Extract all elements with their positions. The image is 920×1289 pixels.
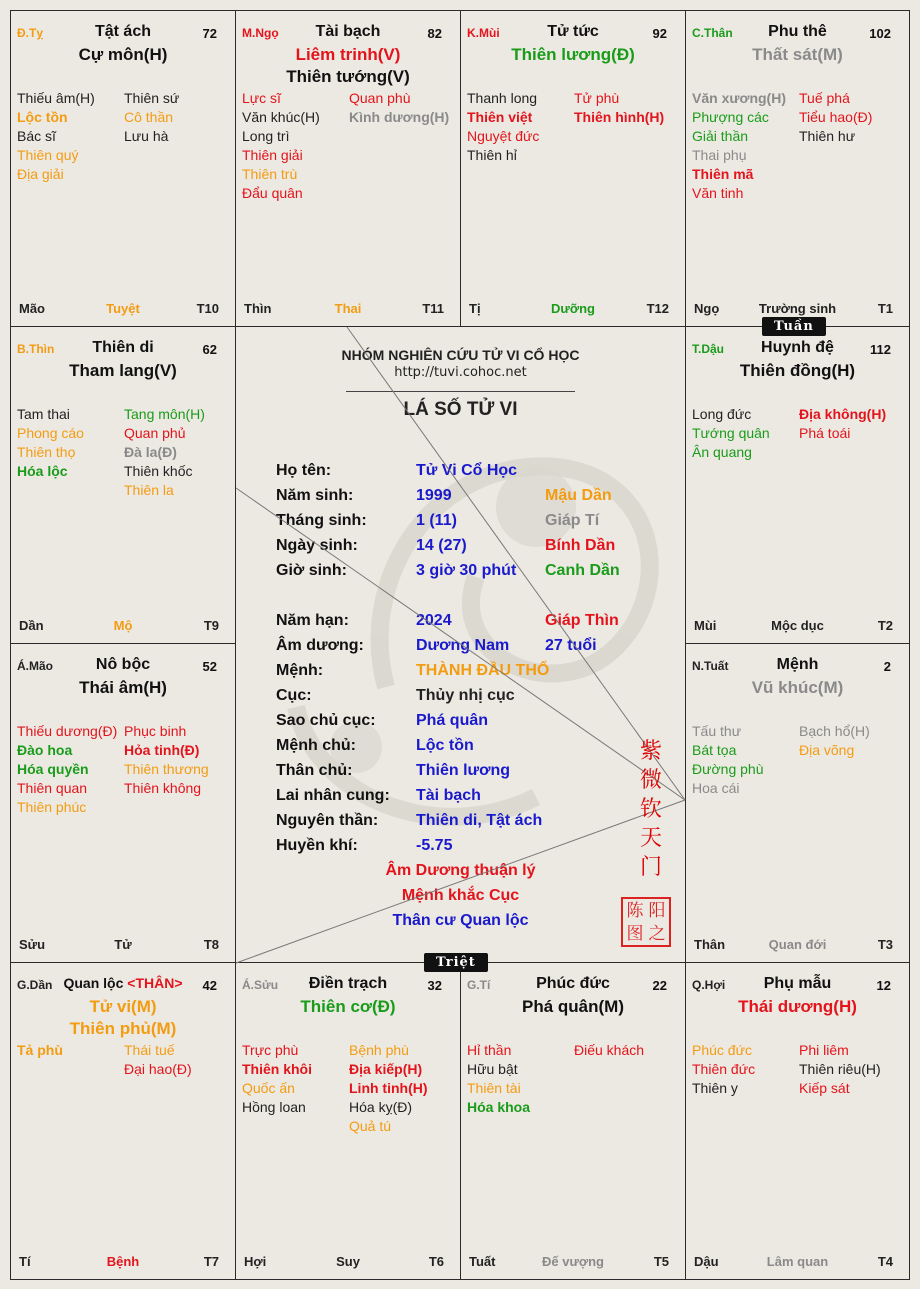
minor-star: Tam thai [17,406,70,422]
info-label: Thân chủ: [276,762,353,779]
palace-name: Tử tức [547,23,599,40]
life-stage: Trường sinh [758,301,837,316]
palace-branch: Á.Mão [17,659,53,673]
life-stage: Quan đới [768,937,827,952]
palace-branch: N.Tuất [692,659,729,673]
vertical-seal-text [638,737,664,882]
minor-star: Thiên đức [692,1061,756,1077]
minor-star: Thiên thọ [17,444,76,460]
month-label: T2 [877,618,893,633]
palace-branch: Đ.Tỵ [17,26,44,40]
palace-age-number: 42 [202,978,217,993]
minor-star: Thiên quý [17,147,79,163]
minor-star: Trực phù [242,1042,299,1058]
major-star: Liêm trinh(V) [295,45,401,64]
summary-note: Thân cư Quan lộc [392,912,529,929]
info-value: 1 (11) [416,512,457,529]
palace-name: Tài bạch [315,23,381,40]
palace-age-number: 102 [869,26,891,41]
minor-star: Thai phụ [692,147,747,163]
info-value: Thiên lương [416,762,511,779]
major-star: Vũ khúc(M) [751,678,844,697]
minor-star: Đà la(Đ) [124,444,177,460]
cycle-branch: Ngọ [694,301,720,316]
life-stage: Tuyệt [106,301,140,316]
palace-age-number: 2 [883,659,891,674]
minor-star: Quả tú [349,1118,392,1134]
major-star: Thiên lương(Đ) [511,45,635,64]
minor-star: Thiên giải [242,147,303,163]
palace-name: Huynh đệ [761,339,834,356]
minor-star: Văn khúc(H) [242,109,320,125]
minor-star: Quốc ấn [242,1080,295,1096]
info-label: Năm sinh: [276,487,354,504]
info-label: Nguyên thần: [276,812,379,829]
month-label: T1 [877,301,893,316]
cycle-branch: Sửu [19,937,46,952]
minor-star: Hóa quyền [17,761,89,777]
life-stage: Dưỡng [551,301,595,316]
minor-star: Tử phù [574,90,620,106]
minor-star: Cô thần [124,109,174,125]
palace-branch: Á.Sửu [242,978,279,992]
minor-star: Đường phù [692,761,764,777]
info-label: Năm hạn: [276,612,349,629]
minor-star: Giải thần [692,128,749,144]
minor-star: Kình dương(H) [349,109,450,125]
stamp-char: 之 [648,923,666,943]
month-label: T5 [653,1254,669,1269]
major-star: Thiên cơ(Đ) [300,997,396,1016]
minor-star: Bác sĩ [17,128,56,144]
info-label: Lai nhân cung: [276,787,390,804]
minor-star: Tiểu hao(Đ) [799,109,873,125]
minor-star: Đẩu quân [242,185,303,201]
minor-star: Tuế phá [799,90,850,106]
minor-star: Thiên quan [17,780,88,796]
minor-star: Thiên phúc [17,799,87,815]
minor-star: Phong cáo [17,425,84,441]
palace-branch: G.Dần [17,978,53,992]
minor-star: Thiên trù [242,166,298,182]
palace-name-text: Quan lộc [63,975,128,991]
month-label: T12 [646,301,669,316]
life-stage: Thai [334,301,362,316]
minor-star: Bạch hổ(H) [799,723,870,739]
info-value: Thủy nhị cục [416,687,515,704]
minor-star: Tướng quân [692,425,770,441]
info-label: Ngày sinh: [276,537,358,554]
minor-star: Điếu khách [574,1042,645,1058]
info-value: Tử Vi Cổ Học [416,462,518,479]
seal-char: 门 [639,855,662,880]
minor-star: Hóa khoa [467,1099,531,1115]
info-label: Tháng sinh: [276,512,367,529]
chart-title: LÁ SỐ TỬ VI [403,399,518,420]
palace-age-number: 32 [427,978,442,993]
minor-star: Địa kiếp(H) [349,1061,423,1077]
minor-star: Lộc tồn [17,109,68,125]
cycle-branch: Thân [694,937,726,952]
minor-star: Thiên tài [467,1080,521,1096]
stamp-char: 阳 [648,900,666,920]
minor-star: Đại hao(Đ) [124,1061,192,1077]
minor-star: Lưu hà [124,128,169,144]
minor-star: Thanh long [467,90,538,106]
cycle-branch: Dần [19,618,44,633]
info-value: 2024 [416,612,452,629]
month-label: T6 [428,1254,444,1269]
palace-name: Phụ mẫu [763,975,832,992]
palace-branch: G.Tí [467,978,491,992]
cycle-branch: Mão [19,301,45,316]
minor-star: Phi liêm [799,1042,849,1058]
major-star: Tham lang(V) [69,361,177,380]
minor-star: Hóa lộc [17,463,68,479]
minor-star: Bệnh phù [349,1042,409,1058]
info-label: Mệnh: [276,662,324,679]
palace-branch: B.Thìn [17,342,55,356]
month-label: T3 [877,937,893,952]
info-extra: Canh Dần [545,562,620,579]
major-star: Thái dương(H) [738,997,857,1016]
info-extra: 27 tuổi [545,637,597,654]
palace-age-number: 62 [202,342,217,357]
month-label: T7 [203,1254,219,1269]
minor-star: Thiên la [124,482,174,498]
minor-star: Hỉ thần [467,1042,512,1058]
than-marker: <THÂN> [127,975,183,991]
minor-star: Ân quang [692,444,752,460]
minor-star: Thiên mã [692,166,754,182]
palace-name: Phúc đức [536,975,610,992]
life-stage: Lâm quan [766,1254,829,1269]
palace-name: Tật ách [94,23,151,40]
palace-name: Mệnh [776,656,819,673]
info-label: Huyền khí: [276,837,358,854]
info-label: Họ tên: [276,462,332,479]
palace-age-number: 52 [202,659,217,674]
palace-age-number: 112 [870,342,891,357]
info-label: Âm dương: [276,637,364,654]
minor-star: Văn tinh [692,185,744,201]
palace-branch: C.Thân [692,26,733,40]
minor-star: Hóa kỵ(Đ) [349,1099,413,1115]
major-star: Phá quân(M) [522,997,624,1016]
major-star: Cự môn(H) [78,45,168,64]
minor-star: Tấu thư [692,723,742,739]
minor-star: Thiên hỉ [467,147,517,163]
palace-branch: M.Ngọ [242,26,279,40]
info-value: -5.75 [416,837,453,854]
life-stage: Tử [114,937,132,952]
minor-star: Phúc đức [692,1042,752,1058]
palace-name: Phu thê [768,23,827,40]
cycle-branch: Tị [469,301,481,316]
major-star: Thiên tướng(V) [286,67,410,86]
month-label: T11 [422,301,444,316]
minor-star: Địa võng [799,742,855,758]
palace-age-number: 92 [652,26,667,41]
info-value: 3 giờ 30 phút [416,562,517,579]
cycle-branch: Thìn [244,301,272,316]
month-label: T4 [877,1254,893,1269]
minor-star: Thiếu dương(Đ) [17,723,118,739]
minor-star: Tang môn(H) [124,406,205,422]
minor-star: Đào hoa [17,742,73,758]
minor-star: Thái tuế [124,1042,175,1058]
minor-star: Phục binh [124,723,187,739]
minor-star: Thiên không [124,780,202,796]
minor-star: Thiên hình(H) [574,109,665,125]
seal-char: 紫 [639,739,662,764]
info-value: Lộc tồn [416,737,474,754]
palace-branch: T.Dậu [692,342,725,356]
stamp-char: 陈 [626,900,644,920]
minor-star: Thiên riêu(H) [799,1061,881,1077]
life-stage: Bệnh [106,1254,140,1269]
info-label: Giờ sinh: [276,562,347,579]
minor-star: Linh tinh(H) [349,1080,428,1096]
minor-star: Hồng loan [242,1099,306,1115]
palace-branch: Q.Hợi [692,978,726,992]
info-label: Cục: [276,687,312,704]
seal-char: 微 [639,768,662,793]
minor-star: Thiếu âm(H) [17,90,95,106]
site-url[interactable]: http://tuvi.cohoc.net [394,365,527,380]
minor-star: Long trì [242,128,290,144]
seal-char: 钦 [639,797,662,822]
minor-star: Địa giải [17,166,64,182]
info-value: Dương Nam [416,637,510,654]
palace-name: Điền trạch [308,975,388,992]
palace-age-number: 12 [876,978,891,993]
month-label: T10 [196,301,219,316]
minor-star: Nguyệt đức [467,128,540,144]
month-label: T9 [203,618,219,633]
major-star: Thiên phủ(M) [69,1019,177,1038]
info-value: Phá quân [416,712,489,729]
minor-star: Hỏa tinh(Đ) [124,742,200,758]
cycle-branch: Hợi [244,1254,267,1269]
major-star: Thái âm(H) [79,678,167,697]
life-stage: Đế vượng [542,1254,604,1269]
minor-star: Phá toái [799,425,851,441]
minor-star: Phượng các [692,109,769,125]
cycle-branch: Tí [19,1254,31,1269]
minor-star: Thiên khôi [242,1061,312,1077]
minor-star: Văn xương(H) [692,90,786,106]
info-value: Tài bạch [416,787,481,804]
minor-star: Tả phù [17,1042,63,1058]
minor-star: Quan phủ [124,425,186,441]
major-star: Thất sát(M) [752,45,843,64]
minor-star: Thiên sứ [124,90,180,106]
info-label: Sao chủ cục: [276,712,376,729]
palace-age-number: 22 [652,978,667,993]
minor-star: Địa không(H) [799,406,887,422]
info-extra: Giáp Tí [545,512,600,529]
seal-char: 天 [639,826,662,851]
palace-name: Thiên di [92,339,154,356]
info-label: Mệnh chủ: [276,737,356,754]
triet-tag: Triệt [424,953,488,972]
cycle-branch: Mùi [694,618,717,633]
group-name: NHÓM NGHIÊN CỨU TỬ VI CỔ HỌC [341,347,580,363]
palace-age-number: 72 [202,26,217,41]
minor-star: Thiên thương [124,761,209,777]
minor-star: Hoa cái [692,780,740,796]
minor-star: Thiên y [692,1080,738,1096]
info-value: THÀNH ĐẦU THỔ [416,662,550,679]
cycle-branch: Tuất [469,1254,496,1269]
info-value: 14 (27) [416,537,467,554]
info-value: Thiên di, Tật ách [416,812,543,829]
minor-star: Thiên việt [467,109,533,125]
palace-name: Nô bộc [95,656,151,673]
red-stamp-seal [621,897,671,947]
minor-star: Quan phù [349,90,411,106]
minor-star: Bát tọa [692,742,737,758]
minor-star: Thiên khốc [124,463,193,479]
stamp-char: 图 [626,923,644,943]
palace-branch: K.Mùi [467,26,500,40]
info-extra: Mậu Dần [545,487,612,504]
palace-age-number: 82 [427,26,442,41]
tuan-tag: Tuần [762,317,826,336]
cycle-branch: Dậu [694,1254,719,1269]
info-value: 1999 [416,487,452,504]
minor-star: Long đức [692,406,752,422]
major-star: Thiên đồng(H) [739,361,856,380]
life-stage: Suy [336,1254,360,1269]
info-extra: Bính Dần [545,537,616,554]
summary-note: Mệnh khắc Cục [401,887,520,904]
minor-star: Kiếp sát [799,1080,850,1096]
life-stage: Mộc dục [771,618,824,633]
summary-note: Âm Dương thuận lý [385,862,536,879]
minor-star: Hữu bật [467,1061,518,1077]
life-stage: Mộ [113,618,133,633]
minor-star: Thiên hư [799,128,856,144]
month-label: T8 [203,937,219,952]
minor-star: Lực sĩ [242,90,281,106]
info-extra: Giáp Thìn [545,612,619,629]
major-star: Tử vi(M) [89,997,157,1016]
